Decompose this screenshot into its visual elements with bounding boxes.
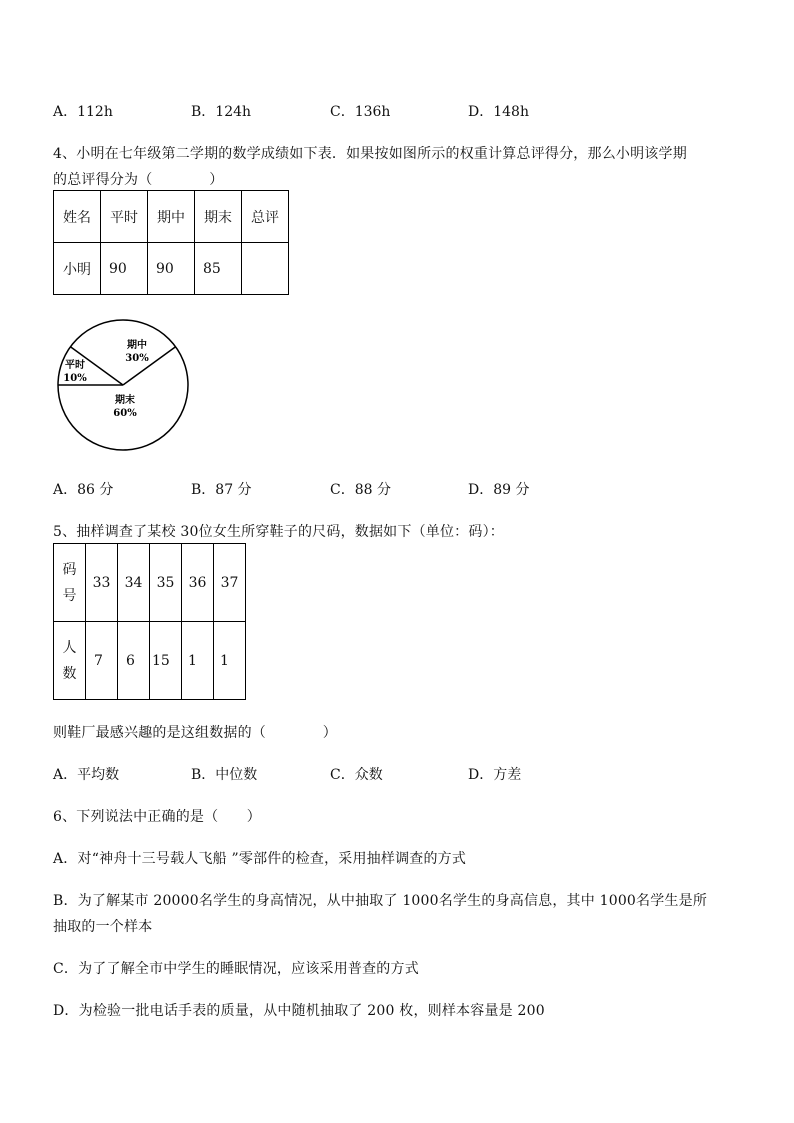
q4-header-total: 总评	[242, 191, 289, 243]
q4-weight-pie-chart	[52, 314, 194, 456]
q4-cell-regular: 90	[101, 243, 148, 295]
q4-header-regular: 平时	[101, 191, 148, 243]
pie-percent-regular: 10%	[63, 373, 87, 384]
q5-size-34: 34	[118, 544, 150, 622]
pie-label-regular: 平时	[65, 360, 85, 371]
q4-table-data-row	[54, 243, 289, 295]
q5-option-c: C．众数	[330, 767, 383, 783]
q4-cell-total	[242, 243, 289, 295]
q4-cell-midterm: 90	[148, 243, 195, 295]
q5-row2-label: 人 数	[54, 622, 86, 700]
q4-cell-name: 小明	[54, 243, 101, 295]
q5-size-35: 35	[150, 544, 182, 622]
q6-option-a: A．对“神舟十三号载人飞船 ”零部件的检查，采用抽样调查的方式	[53, 851, 467, 867]
q4-option-c: C．88 分	[330, 482, 391, 498]
q6-stem: 6、下列说法中正确的是（ ）	[53, 809, 261, 825]
pie-percent-final: 60%	[113, 408, 137, 419]
q4-option-b: B．87 分	[191, 482, 252, 498]
q5-count-33: 7	[86, 622, 118, 700]
q6-option-c: C．为了了解全市中学生的睡眠情况，应该采用普查的方式	[53, 961, 419, 977]
q4-score-table	[53, 190, 289, 295]
q3-option-a: A．112h	[53, 104, 113, 120]
q4-cell-final: 85	[195, 243, 242, 295]
pie-percent-midterm: 30%	[125, 353, 149, 364]
pie-label-midterm: 期中	[127, 340, 147, 351]
q4-option-a: A．86 分	[53, 482, 114, 498]
q3-option-c: C．136h	[330, 104, 391, 120]
q6-option-b-line2: 抽取的一个样本	[53, 919, 153, 935]
q6-option-b-line1: B．为了解某市 20000名学生的身高情况，从中抽取了 1000名学生的身高信息，其中 1000名学生是所	[53, 893, 708, 909]
q3-option-b: B．124h	[191, 104, 252, 120]
q5-size-37: 37	[214, 544, 246, 622]
q4-stem-line1: 4、小明在七年级第二学期的数学成绩如下表．如果按如图所示的权重计算总评得分，那么小明该学期	[53, 146, 687, 162]
q5-row1-label: 码 号	[54, 544, 86, 622]
q5-stem: 5、抽样调查了某校 30位女生所穿鞋子的尺码，数据如下（单位：码）：	[53, 524, 504, 540]
q5-count-35: 15	[150, 622, 182, 700]
q5-count-37: 1	[214, 622, 246, 700]
q4-option-d: D．89 分	[468, 482, 530, 498]
q5-count-36: 1	[182, 622, 214, 700]
q6-option-d: D．为检验一批电话手表的质量，从中随机抽取了 200 枚，则样本容量是 200	[53, 1003, 545, 1019]
q5-count-34: 6	[118, 622, 150, 700]
pie-label-final: 期末	[115, 395, 135, 406]
q5-count-row	[54, 622, 246, 700]
q3-option-d: D．148h	[468, 104, 529, 120]
q5-followup: 则鞋厂最感兴趣的是这组数据的（ ）	[53, 725, 337, 741]
q5-size-row	[54, 544, 246, 622]
q4-header-midterm: 期中	[148, 191, 195, 243]
q5-option-b: B．中位数	[191, 767, 258, 783]
q5-option-a: A．平均数	[53, 767, 120, 783]
q4-stem-line2: 的总评得分为（ ）	[53, 172, 224, 188]
q5-option-d: D．方差	[468, 767, 522, 783]
q4-header-final: 期末	[195, 191, 242, 243]
q5-size-33: 33	[86, 544, 118, 622]
q5-size-36: 36	[182, 544, 214, 622]
q4-table-header-row	[54, 191, 289, 243]
q4-header-name: 姓名	[54, 191, 101, 243]
q5-size-table	[53, 543, 246, 700]
